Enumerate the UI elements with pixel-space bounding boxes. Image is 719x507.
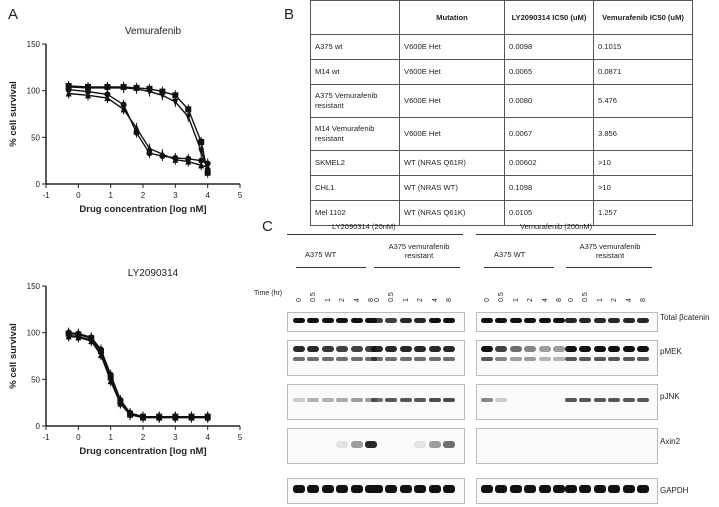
table-row: [311, 85, 693, 118]
blot-band: [293, 346, 305, 352]
blot-band: [510, 346, 522, 352]
blot-band: [414, 485, 426, 493]
time-point-label: 0: [484, 298, 491, 302]
chart-ly2090314: [0, 262, 262, 462]
series-line: [69, 333, 208, 417]
time-point-label: 1: [512, 298, 520, 302]
blot-band: [293, 485, 305, 493]
treatment-label-vem: Vemurafenib (200nM): [520, 222, 593, 231]
blot-band: [637, 318, 649, 323]
blot-band: [623, 318, 635, 323]
x-tick-label: 4: [205, 433, 210, 442]
time-point-label: 2: [417, 298, 425, 302]
blot-band: [539, 346, 551, 352]
protein-label: pJNK: [660, 392, 680, 401]
blot-band: [553, 485, 565, 493]
table-cell: 0.0065: [505, 60, 594, 85]
blot-band: [429, 485, 441, 493]
blot-band: [579, 485, 591, 493]
blot-band: [307, 346, 319, 352]
y-tick-label: 150: [26, 40, 40, 49]
protein-label: pMEK: [660, 347, 682, 356]
blot-band: [322, 318, 334, 323]
panel-a-letter: A: [8, 6, 19, 23]
blot-band: [608, 357, 620, 361]
blot-band: [524, 318, 536, 323]
blot-band: [385, 398, 397, 402]
blot-band: [400, 357, 412, 361]
table-cell: M14 Vemurafenib resistant: [311, 118, 400, 151]
blot-band: [351, 318, 363, 323]
blot-band: [371, 346, 383, 352]
blot-band: [429, 398, 441, 402]
blot-band: [385, 346, 397, 352]
treatment-label-ly: LY2090314 (20nM): [332, 222, 396, 231]
blot-band: [594, 318, 606, 323]
blot-band: [365, 441, 377, 448]
blot-band: [524, 485, 536, 493]
table-row: [311, 118, 693, 151]
blot-band: [293, 357, 305, 361]
time-point-label: 0.5: [498, 292, 506, 302]
table-header-row: [311, 1, 693, 35]
time-point-label: 4: [431, 298, 439, 302]
chart-title: LY2090314: [127, 268, 179, 279]
time-point-label: 4: [625, 298, 633, 302]
blot-band: [371, 357, 383, 361]
table-cell: >10: [594, 176, 693, 201]
blot-band: [322, 357, 334, 361]
blot-band: [481, 318, 493, 323]
blot-band: [293, 318, 305, 323]
panel-c-letter: C: [262, 218, 273, 235]
x-tick-label: 1: [108, 191, 113, 200]
blot-membrane: [476, 428, 658, 464]
blot-band: [414, 398, 426, 402]
time-point-label: 1: [402, 298, 410, 302]
blot-band: [565, 485, 577, 493]
table-cell: M14 wt: [311, 60, 400, 85]
time-point-label: 0.5: [310, 292, 318, 302]
table-cell: V600E Het: [400, 85, 505, 118]
time-point-label: 0: [374, 298, 381, 302]
blot-band: [371, 318, 383, 323]
table-row: [311, 60, 693, 85]
time-point-label: 8: [556, 298, 563, 302]
table-cell: V600E Het: [400, 118, 505, 151]
blot-band: [608, 346, 620, 352]
blot-band: [510, 485, 522, 493]
blot-band: [322, 346, 334, 352]
time-point-label: 1: [596, 298, 604, 302]
y-tick-label: 50: [31, 375, 40, 385]
table-cell: >10: [594, 151, 693, 176]
blot-band: [371, 398, 383, 402]
x-tick-label: 4: [205, 191, 210, 200]
protein-label: GAPDH: [660, 486, 689, 495]
blot-band: [623, 357, 635, 361]
table-cell: A375 wt: [311, 35, 400, 60]
table-cell: WT (NRAS Q61K): [400, 201, 505, 226]
group-line: [566, 267, 652, 268]
table-cell: 0.0080: [505, 85, 594, 118]
y-tick-label: 0: [35, 180, 40, 189]
group-line: [374, 267, 460, 268]
blot-band: [637, 485, 649, 493]
time-point-label: 8: [640, 298, 647, 302]
blot-band: [565, 346, 577, 352]
blot-band: [637, 346, 649, 352]
table-cell: V600E Het: [400, 60, 505, 85]
y-axis-label: % cell survival: [8, 323, 19, 389]
blot-band: [539, 318, 551, 323]
time-label: Time (hr): [254, 290, 283, 297]
x-axis-label: Drug concentration [log nM]: [79, 446, 207, 457]
time-point-label: 0: [296, 298, 303, 302]
blot-band: [495, 485, 507, 493]
blot-band: [553, 357, 565, 361]
table-cell: 0.00602: [505, 151, 594, 176]
data-point: [185, 114, 191, 121]
group-label: A375 vemurafenib resistant: [579, 242, 641, 260]
blot-band: [443, 318, 455, 323]
blot-band: [623, 346, 635, 352]
group-label: A375 vemurafenib resistant: [388, 242, 450, 260]
time-point-label: 1: [324, 298, 332, 302]
blot-band: [539, 485, 551, 493]
y-tick-label: 100: [26, 86, 40, 96]
blot-band: [495, 318, 507, 323]
blot-band: [608, 398, 620, 402]
blot-band: [414, 441, 426, 448]
blot-band: [351, 441, 363, 448]
blot-band: [322, 398, 334, 402]
table-row: [311, 176, 693, 201]
treatment-line-vem: [476, 234, 656, 235]
blot-band: [495, 346, 507, 352]
blot-band: [579, 318, 591, 323]
series-line: [69, 336, 208, 417]
blot-band: [336, 357, 348, 361]
table-cell: 0.0098: [505, 35, 594, 60]
blot-band: [429, 357, 441, 361]
blot-band: [623, 398, 635, 402]
blot-band: [307, 485, 319, 493]
blot-band: [414, 318, 426, 323]
table-row: [311, 35, 693, 60]
blot-band: [443, 485, 455, 493]
blot-band: [429, 441, 441, 448]
blot-band: [322, 485, 334, 493]
table-cell: SKMEL2: [311, 151, 400, 176]
blot-band: [579, 398, 591, 402]
blot-band: [429, 346, 441, 352]
blot-band: [400, 318, 412, 323]
group-label: A375 WT: [305, 250, 337, 259]
blot-band: [336, 346, 348, 352]
group-line: [484, 267, 554, 268]
x-tick-label: 3: [173, 433, 178, 442]
panel-b-letter: B: [284, 6, 295, 23]
blot-band: [400, 398, 412, 402]
treatment-line-ly: [287, 234, 463, 235]
blot-band: [307, 357, 319, 361]
blot-band: [443, 398, 455, 402]
blot-band: [623, 485, 635, 493]
blot-band: [637, 398, 649, 402]
blot-band: [481, 398, 493, 402]
table-cell: 0.0105: [505, 201, 594, 226]
blot-band: [481, 346, 493, 352]
blot-band: [385, 485, 397, 493]
blot-band: [481, 485, 493, 493]
blot-band: [336, 485, 348, 493]
time-point-label: 8: [368, 298, 375, 302]
y-tick-label: 150: [26, 282, 40, 291]
table-header-cell: LY2090314 IC50 (uM): [505, 1, 594, 35]
blot-band: [443, 441, 455, 448]
group-line: [296, 267, 366, 268]
series-line: [69, 334, 208, 417]
x-tick-label: 2: [140, 191, 146, 200]
blot-band: [495, 398, 507, 402]
blot-band: [565, 357, 577, 361]
blot-band: [385, 318, 397, 323]
blot-band: [565, 398, 577, 402]
blot-band: [307, 398, 319, 402]
table-cell: WT (NRAS Q61R): [400, 151, 505, 176]
data-point: [185, 106, 191, 112]
blot-band: [579, 346, 591, 352]
blot-band: [637, 357, 649, 361]
table-cell: 0.0067: [505, 118, 594, 151]
blot-band: [594, 346, 606, 352]
time-point-label: 0.5: [582, 292, 590, 302]
blot-band: [336, 441, 348, 448]
x-tick-label: 3: [173, 191, 178, 200]
blot-band: [385, 357, 397, 361]
x-axis-label: Drug concentration [log nM]: [79, 204, 207, 215]
x-tick-label: 1: [108, 433, 113, 442]
blot-band: [553, 346, 565, 352]
blot-band: [429, 318, 441, 323]
blot-band: [565, 318, 577, 323]
blot-band: [293, 398, 305, 402]
y-tick-label: 50: [31, 133, 40, 143]
blot-band: [553, 318, 565, 323]
table-cell: CHL1: [311, 176, 400, 201]
time-point-label: 0.5: [388, 292, 396, 302]
blot-band: [443, 346, 455, 352]
blot-band: [495, 357, 507, 361]
table-cell: 3.856: [594, 118, 693, 151]
time-point-label: 4: [541, 298, 549, 302]
blot-band: [351, 398, 363, 402]
time-point-label: 8: [446, 298, 453, 302]
chart-title: Vemurafenib: [124, 26, 182, 37]
blot-band: [594, 485, 606, 493]
blot-band: [351, 485, 363, 493]
table-cell: A375 Vemurafenib resistant: [311, 85, 400, 118]
x-tick-label: 5: [237, 191, 243, 200]
blot-band: [414, 357, 426, 361]
table-cell: 0.1098: [505, 176, 594, 201]
blot-band: [371, 485, 383, 493]
table-cell: WT (NRAS WT): [400, 176, 505, 201]
time-point-label: 2: [527, 298, 535, 302]
blot-band: [539, 357, 551, 361]
x-tick-label: -1: [42, 433, 50, 442]
blot-band: [594, 398, 606, 402]
ic50-table: [310, 0, 693, 226]
chart-vemurafenib: [0, 20, 262, 220]
table-header-cell: [311, 1, 400, 35]
table-header-cell: Vemurafenib IC50 (uM): [594, 1, 693, 35]
y-tick-label: 0: [35, 422, 40, 431]
blot-band: [443, 357, 455, 361]
blot-band: [336, 318, 348, 323]
blot-band: [400, 346, 412, 352]
blot-band: [608, 318, 620, 323]
blot-band: [400, 485, 412, 493]
blot-band: [351, 357, 363, 361]
blot-band: [594, 357, 606, 361]
blot-band: [336, 398, 348, 402]
protein-label: Total βcatenin: [660, 313, 710, 322]
blot-band: [414, 346, 426, 352]
x-tick-label: 0: [76, 191, 81, 200]
series-line: [69, 90, 208, 164]
table-header-cell: Mutation: [400, 1, 505, 35]
x-tick-label: 2: [140, 433, 146, 442]
table-cell: 0.1015: [594, 35, 693, 60]
blot-band: [608, 485, 620, 493]
x-tick-label: -1: [42, 191, 50, 200]
table-cell: 0.0871: [594, 60, 693, 85]
table-cell: V600E Het: [400, 35, 505, 60]
table-cell: Mel 1102: [311, 201, 400, 226]
blot-band: [524, 357, 536, 361]
table-row: [311, 151, 693, 176]
blot-band: [510, 357, 522, 361]
protein-label: Axin2: [660, 437, 681, 446]
x-tick-label: 5: [237, 433, 243, 442]
time-point-label: 2: [611, 298, 619, 302]
y-axis-label: % cell survival: [8, 81, 19, 147]
blot-band: [351, 346, 363, 352]
time-point-label: 4: [353, 298, 361, 302]
blot-membrane: [287, 384, 465, 420]
x-tick-label: 0: [76, 433, 81, 442]
group-label: A375 WT: [494, 250, 526, 259]
time-point-label: 2: [339, 298, 347, 302]
table-cell: 5.476: [594, 85, 693, 118]
blot-band: [481, 357, 493, 361]
table-cell: 1.257: [594, 201, 693, 226]
blot-band: [579, 357, 591, 361]
blot-membrane: [476, 384, 658, 420]
blot-band: [307, 318, 319, 323]
series-line: [69, 336, 208, 418]
time-point-label: 0: [568, 298, 575, 302]
blot-band: [524, 346, 536, 352]
blot-band: [510, 318, 522, 323]
y-tick-label: 100: [26, 328, 40, 338]
